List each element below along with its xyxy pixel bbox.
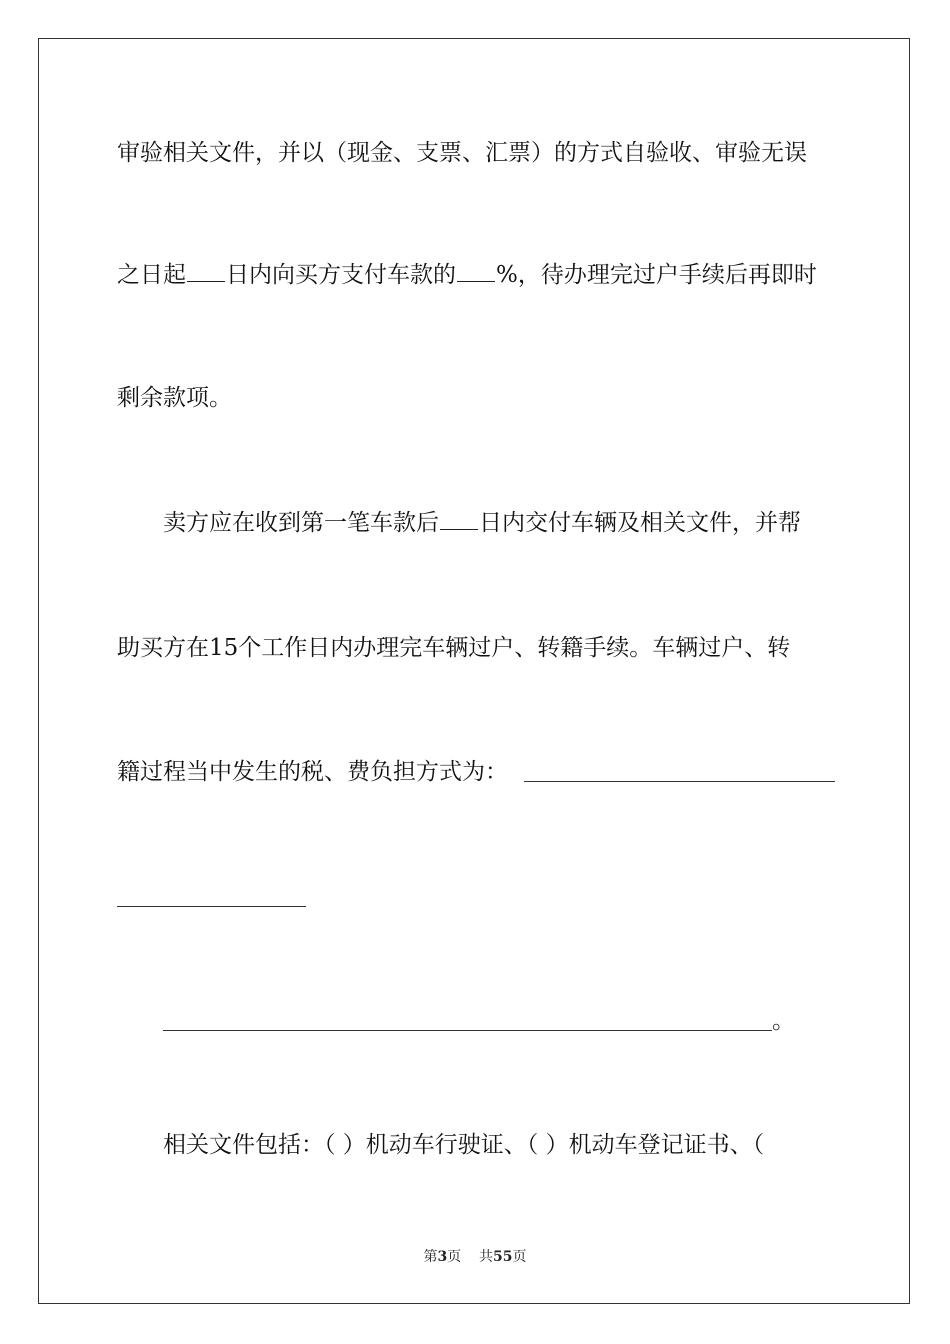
footer-total-suffix: 页 bbox=[512, 1249, 527, 1265]
text-segment: 相关文件包括：（ ）机动车行驶证、（ ）机动车登记证书、（ bbox=[163, 1132, 765, 1158]
paragraph-line-4 bbox=[163, 508, 801, 538]
text-segment: 卖方应在收到第一笔车款后 bbox=[163, 510, 439, 536]
fill-in-line bbox=[163, 1030, 772, 1031]
text-segment: 日内向买方支付车款的 bbox=[226, 262, 456, 288]
paragraph-line-6 bbox=[117, 757, 508, 787]
text-segment: 助买方在15个工作日内办理完车辆过户、转籍手续。车辆过户、转 bbox=[117, 635, 791, 661]
text-segment: 之日起 bbox=[117, 262, 186, 288]
footer-total-prefix: 共 bbox=[479, 1249, 494, 1265]
fill-in-blank bbox=[440, 509, 478, 530]
footer-total-pages: 55 bbox=[493, 1249, 513, 1265]
text-segment: 日内交付车辆及相关文件，并帮 bbox=[479, 510, 801, 536]
fill-in-blank bbox=[457, 261, 495, 282]
fill-in-line bbox=[524, 781, 835, 782]
text-segment: 籍过程当中发生的税、费负担方式为： bbox=[117, 759, 508, 785]
footer-page-suffix: 页 bbox=[447, 1249, 462, 1265]
fill-in-line bbox=[117, 906, 306, 907]
paragraph-line-3 bbox=[117, 383, 232, 413]
text-segment: %，待办理完过户手续后再即时 bbox=[496, 262, 817, 288]
page-border bbox=[38, 38, 910, 1304]
sentence-end-mark: 。 bbox=[772, 1008, 795, 1034]
fill-in-blank bbox=[187, 261, 225, 282]
text-segment: 审验相关文件，并以（现金、支票、汇票）的方式自验收、审验无误 bbox=[117, 140, 807, 166]
page-footer bbox=[0, 1246, 950, 1266]
paragraph-line-1 bbox=[117, 138, 807, 168]
text-segment: 剩余款项。 bbox=[117, 385, 232, 411]
footer-page-prefix: 第 bbox=[423, 1249, 438, 1265]
paragraph-line-5 bbox=[117, 633, 790, 663]
paragraph-line-2 bbox=[117, 260, 817, 290]
footer-page-number: 3 bbox=[437, 1249, 448, 1265]
paragraph-line-7 bbox=[163, 1130, 764, 1160]
